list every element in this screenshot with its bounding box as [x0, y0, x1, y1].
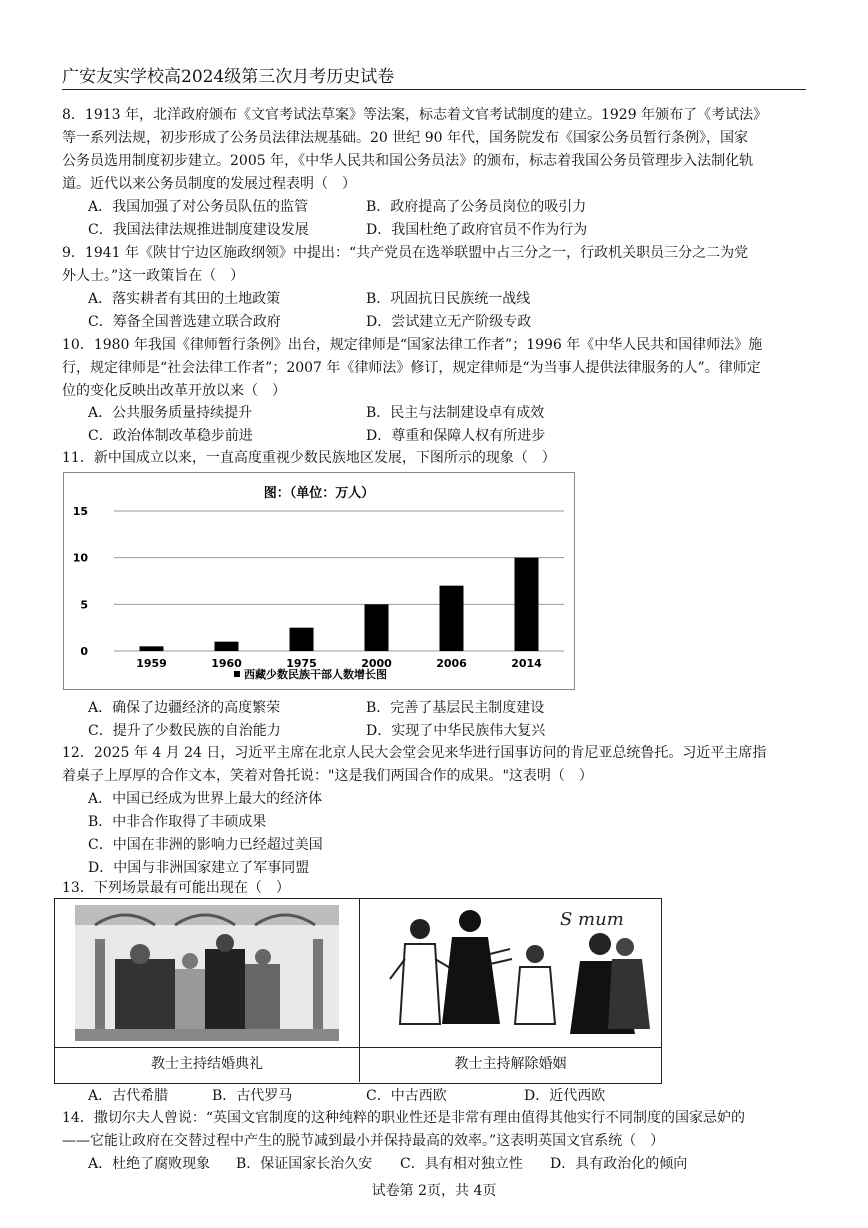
x-tick-label: 2014: [511, 657, 542, 670]
bar-1975: [290, 628, 314, 651]
chart-title: 图：（单位：万人）: [263, 486, 375, 501]
x-tick-label: 1975: [286, 657, 317, 670]
q8-line: 公务员选用制度初步建立。2005 年，《中华人民共和国公务员法》的颁布，标志着我国公务员管理步入法制化轨: [62, 153, 754, 169]
q13-option-a[interactable]: A．古代希腊: [88, 1088, 169, 1104]
y-tick-label: 15: [72, 505, 88, 518]
x-tick-label: 1960: [211, 657, 242, 670]
q8-option-d[interactable]: D．我国杜绝了政府官员不作为行为: [366, 222, 588, 238]
q13-option-d[interactable]: D．近代西欧: [524, 1088, 606, 1104]
q9-option-c[interactable]: C．筹备全国普选建立联合政府: [88, 314, 281, 330]
annulment-illustration: [360, 899, 661, 1048]
q12-option-c[interactable]: C．中国在非洲的影响力已经超过美国: [88, 837, 323, 853]
q8-line: 8．1913 年，北洋政府颁布《文官考试法草案》等法案，标志着文官考试制度的建立。1929 年颁布了《考试法》: [62, 107, 768, 123]
q12-option-b[interactable]: B．中非合作取得了丰硕成果: [88, 814, 267, 830]
q12-option-d[interactable]: D．中国与非洲国家建立了军事同盟: [88, 860, 310, 876]
chart-svg: [64, 473, 574, 689]
q12-option-a[interactable]: A．中国已经成为世界上最大的经济体: [88, 791, 323, 807]
y-tick-label: 10: [72, 551, 88, 565]
svg-text:S mum: S mum: [560, 909, 624, 930]
bar-1960: [215, 642, 239, 651]
q9-option-a[interactable]: A．落实耕者有其田的土地政策: [88, 291, 281, 307]
q13-image-table: [54, 898, 662, 1084]
q12-line: 着桌子上厚厚的合作文本，笑着对鲁托说："这是我们两国合作的成果。"这表明（ ）: [62, 768, 593, 784]
q10-line: 行，规定律师是“社会法律工作者”；2007 年《律师法》修订，规定律师是“为当事人提供法律服务的人”。律师定: [62, 360, 761, 376]
q12-stem: [62, 742, 807, 788]
exam-header: 广安友实学校高2024级第三次月考历史试卷: [62, 62, 806, 90]
annulment-drawing-image: [360, 899, 661, 1047]
q14-stem: [62, 1107, 807, 1153]
q8-option-b[interactable]: B．政府提高了公务员岗位的吸引力: [366, 199, 587, 215]
legend-swatch: [234, 671, 240, 677]
y-tick-label: 5: [80, 598, 88, 612]
q13-line: 13．下列场景最有可能出现在（ ）: [62, 880, 290, 896]
x-tick-label: 2006: [436, 657, 467, 670]
q11-line: 11．新中国成立以来，一直高度重视少数民族地区发展，下图所示的现象（ ）: [62, 450, 556, 466]
q11-option-c[interactable]: C．提升了少数民族的自治能力: [88, 723, 281, 739]
bar-1959: [140, 646, 164, 651]
q8-option-c[interactable]: C．我国法律法规推进制度建设发展: [88, 222, 309, 238]
q13-stem: [62, 877, 807, 900]
wedding-woodcut-image: [55, 899, 359, 1047]
q11-option-d[interactable]: D．实现了中华民族伟大复兴: [366, 723, 546, 739]
q10-stem: [62, 334, 807, 403]
q14-option-d[interactable]: D．具有政治化的倾向: [550, 1156, 688, 1172]
x-tick-label: 1959: [136, 657, 167, 670]
bar-chart: [63, 472, 575, 690]
q11-option-a[interactable]: A．确保了边疆经济的高度繁荣: [88, 700, 281, 716]
q9-option-d[interactable]: D．尝试建立无产阶级专政: [366, 314, 532, 330]
bar-2006: [440, 586, 464, 651]
q11-stem: [62, 447, 807, 470]
wedding-illustration: [55, 899, 360, 1048]
q8-stem: [62, 104, 807, 196]
q9-line: 外人士。”这一政策旨在（ ）: [62, 268, 245, 284]
q10-option-c[interactable]: C．政治体制改革稳步前进: [88, 428, 253, 444]
bar-2000: [365, 604, 389, 651]
q10-option-b[interactable]: B．民主与法制建设卓有成效: [366, 405, 545, 421]
q10-option-a[interactable]: A．公共服务质量持续提升: [88, 405, 253, 421]
q8-line: 等一系列法规，初步形成了公务员法律法规基础。20 世纪 90 年代，国务院发布《国家公务员暂行条例》，国家: [62, 130, 748, 146]
q14-line: 14．撒切尔夫人曾说：“英国文官制度的这种纯粹的职业性还是非常有理由值得其他实行不同制度的国家忌妒的: [62, 1110, 745, 1126]
q14-option-c[interactable]: C．具有相对独立性: [400, 1156, 523, 1172]
legend-label: 西藏少数民族干部人数增长图: [244, 668, 387, 681]
q13-option-b[interactable]: B．古代罗马: [212, 1088, 293, 1104]
q9-option-b[interactable]: B．巩固抗日民族统一战线: [366, 291, 531, 307]
q8-option-a[interactable]: A．我国加强了对公务员队伍的监管: [88, 199, 309, 215]
q9-line: 9．1941 年《陕甘宁边区施政纲领》中提出：“共产党员在选举联盟中占三分之一，行政机关职员三分之二为党: [62, 245, 749, 261]
page-footer: 试卷第 2页，共 4页: [371, 1183, 497, 1199]
q14-option-b[interactable]: B．保证国家长治久安: [236, 1156, 373, 1172]
q14-option-a[interactable]: A．杜绝了腐败现象: [88, 1156, 211, 1172]
x-tick-label: 2000: [361, 657, 392, 670]
q13-option-c[interactable]: C．中古西欧: [366, 1088, 447, 1104]
q9-stem: [62, 242, 807, 288]
q11-option-b[interactable]: B．完善了基层民主制度建设: [366, 700, 545, 716]
bar-2014: [515, 558, 539, 651]
q14-line: ——它能让政府在交替过程中产生的脱节减到最小并保持最高的效率。”这表明英国文官系统（ ）: [62, 1133, 665, 1149]
caption-annulment: 教士主持解除婚姻: [454, 1056, 567, 1072]
q10-line: 10．1980 年我国《律师暂行条例》出台，规定律师是“国家法律工作者”；1996 年《中华人民共和国律师法》施: [62, 337, 763, 353]
q12-line: 12．2025 年 4 月 24 日，习近平主席在北京人民大会堂会见来华进行国事访问的肯尼亚总统鲁托。习近平主席指: [62, 745, 767, 761]
q10-line: 位的变化反映出改革开放以来（ ）: [62, 383, 286, 399]
q10-option-d[interactable]: D．尊重和保障人权有所进步: [366, 428, 546, 444]
caption-wedding: 教士主持结婚典礼: [55, 1047, 360, 1082]
y-tick-label: 0: [80, 645, 88, 658]
q8-line: 道。近代以来公务员制度的发展过程表明（ ）: [62, 176, 356, 192]
